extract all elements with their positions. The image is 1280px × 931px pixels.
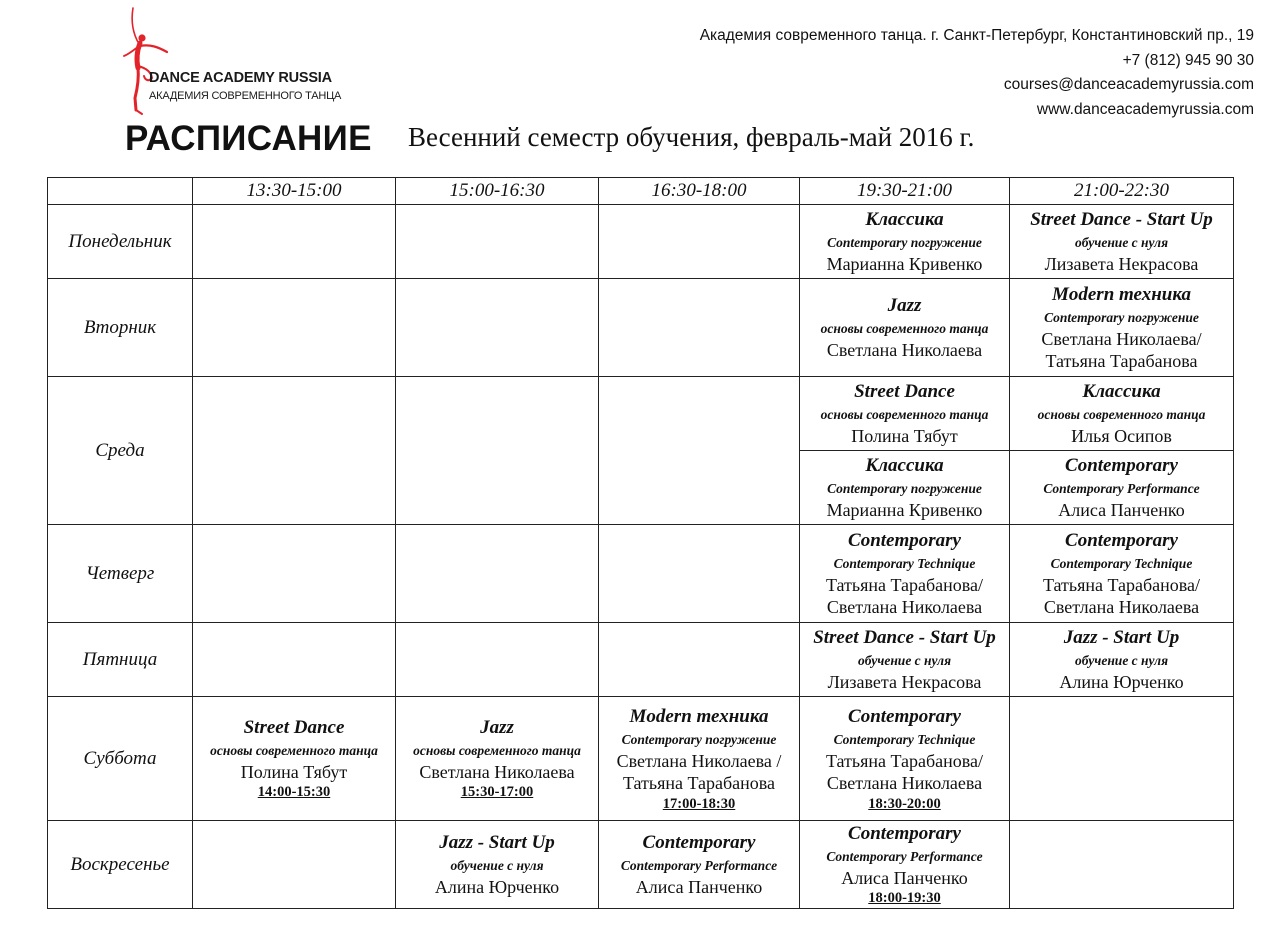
class-level: основы современного танца <box>210 742 378 758</box>
schedule-table <box>47 177 1234 909</box>
empty-slot <box>193 377 396 525</box>
class-cell <box>800 205 1010 279</box>
row-saturday <box>48 697 1234 821</box>
day-label: Четверг <box>48 525 193 623</box>
class-teacher: Татьяна Тарабанова <box>1045 351 1198 371</box>
class-level: Contemporary погружение <box>1044 309 1199 325</box>
row-monday <box>48 205 1234 279</box>
class-level: Contemporary погружение <box>621 731 777 747</box>
class-title: Contemporary <box>848 705 961 727</box>
day-label: Вторник <box>48 279 193 377</box>
class-level: основы современного танца <box>820 320 989 336</box>
class-teacher: Полина Тябут <box>240 761 348 782</box>
class-teacher: Лизавета Некрасова <box>827 671 982 692</box>
time-header: 21:00-22:30 <box>1010 178 1234 205</box>
empty-slot <box>1010 697 1234 821</box>
class-teacher: Марианна Кривенко <box>826 499 983 520</box>
class-cell <box>800 451 1010 525</box>
class-level: Contemporary Technique <box>833 731 976 747</box>
class-cell <box>1010 525 1234 623</box>
class-title: Street Dance <box>854 380 955 402</box>
email-link[interactable]: courses@danceacademyrussia.com <box>1003 76 1254 93</box>
class-cell <box>800 377 1010 451</box>
page-subtitle: Весенний семестр обучения, февраль-май 2016 г. <box>408 122 975 152</box>
empty-slot <box>396 525 599 623</box>
address: Академия современного танца. г. Санкт-Петербург, Константиновский пр., 19 <box>699 27 1254 44</box>
class-level: основы современного танца <box>820 406 989 422</box>
class-title: Contemporary <box>642 831 756 853</box>
class-teacher: Полина Тябут <box>851 425 958 446</box>
class-title: Jazz <box>480 716 514 738</box>
class-level: Contemporary погружение <box>827 480 982 496</box>
class-level: Contemporary Technique <box>833 555 976 571</box>
class-teacher: Татьяна Тарабанова/ <box>825 574 984 595</box>
row-sunday <box>48 821 1234 909</box>
class-time: 18:30-20:00 <box>868 795 941 812</box>
class-title: Contemporary <box>1065 529 1178 551</box>
class-cell <box>396 821 599 909</box>
logo-subtitle: АКАДЕМИЯ СОВРЕМЕННОГО ТАНЦА <box>149 90 342 102</box>
phone: +7 (812) 945 90 30 <box>1122 51 1254 69</box>
class-teacher: Светлана Николаева <box>826 773 983 793</box>
class-teacher: Светлана Николаева <box>1043 597 1200 617</box>
corner-cell <box>48 178 193 205</box>
class-teacher: Светлана Николаева <box>826 339 983 360</box>
website-link[interactable]: www.danceacademyrussia.com <box>1036 100 1254 118</box>
class-level: обучение с нуля <box>1074 652 1169 668</box>
empty-slot <box>599 623 800 697</box>
class-level: Contemporary Performance <box>1043 480 1200 496</box>
empty-slot <box>1010 821 1234 909</box>
class-time: 18:00-19:30 <box>868 890 941 907</box>
empty-slot <box>193 821 396 909</box>
class-teacher: Алина Юрченко <box>1059 671 1184 692</box>
class-teacher: Илья Осипов <box>1071 425 1172 446</box>
empty-slot <box>193 279 396 377</box>
day-label: Пятница <box>48 623 193 697</box>
class-cell <box>800 623 1010 697</box>
class-title: Street Dance <box>243 716 345 738</box>
time-header: 15:00-16:30 <box>396 178 599 205</box>
class-cell <box>599 821 800 909</box>
class-cell <box>1010 205 1234 279</box>
empty-slot <box>599 205 800 279</box>
class-title: Jazz <box>887 294 922 316</box>
class-title: Классика <box>865 454 944 476</box>
class-cell <box>193 697 396 821</box>
class-cell <box>1010 451 1234 525</box>
empty-slot <box>193 623 396 697</box>
class-teacher: Татьяна Тарабанова/ <box>825 750 984 771</box>
empty-slot <box>396 377 599 525</box>
class-cell <box>396 697 599 821</box>
empty-slot <box>193 525 396 623</box>
empty-slot <box>599 377 800 525</box>
class-title: Jazz - Start Up <box>1063 626 1180 648</box>
time-header: 19:30-21:00 <box>800 178 1010 205</box>
contacts-block <box>700 24 1254 122</box>
logo-name: DANCE ACADEMY RUSSIA <box>149 70 332 86</box>
class-cell <box>800 821 1010 909</box>
class-level: основы современного танца <box>413 742 581 758</box>
class-level: обучение с нуля <box>450 857 544 873</box>
class-title: Классика <box>1082 380 1161 402</box>
class-teacher: Светлана Николаева / <box>616 750 782 771</box>
class-cell <box>800 525 1010 623</box>
row-tuesday <box>48 279 1234 377</box>
academy-logo <box>118 6 342 116</box>
class-teacher: Алиса Панченко <box>635 876 763 897</box>
class-title: Contemporary <box>848 822 961 844</box>
class-time: 17:00-18:30 <box>662 795 736 812</box>
class-teacher: Марианна Кривенко <box>826 253 983 274</box>
class-level: Contemporary Performance <box>826 848 983 864</box>
empty-slot <box>396 205 599 279</box>
class-time: 15:30-17:00 <box>460 784 534 801</box>
class-cell <box>1010 377 1234 451</box>
class-cell <box>800 697 1010 821</box>
time-header: 13:30-15:00 <box>193 178 396 205</box>
class-cell <box>599 697 800 821</box>
empty-slot <box>599 525 800 623</box>
page-title: РАСПИСАНИЕ <box>125 119 372 158</box>
class-cell <box>800 279 1010 377</box>
class-time: 14:00-15:30 <box>257 784 331 801</box>
class-title: Классика <box>865 208 944 230</box>
time-header: 16:30-18:00 <box>599 178 800 205</box>
class-cell <box>1010 279 1234 377</box>
class-teacher: Татьяна Тарабанова/ <box>1042 574 1201 595</box>
day-label: Среда <box>48 377 193 525</box>
class-teacher: Алиса Панченко <box>841 867 968 888</box>
class-title: Contemporary <box>1065 454 1178 476</box>
empty-slot <box>193 205 396 279</box>
day-label: Воскресенье <box>48 821 193 909</box>
class-title: Street Dance - Start Up <box>813 626 996 648</box>
class-teacher: Лизавета Некрасова <box>1044 253 1199 274</box>
class-level: основы современного танца <box>1037 406 1206 422</box>
empty-slot <box>396 623 599 697</box>
class-teacher: Алина Юрченко <box>434 876 560 897</box>
class-title: Street Dance - Start Up <box>1030 208 1213 230</box>
class-teacher: Светлана Николаева <box>826 597 983 617</box>
class-title: Modern техника <box>1051 283 1192 305</box>
class-title: Jazz - Start Up <box>439 831 555 853</box>
class-teacher: Светлана Николаева/ <box>1041 328 1202 349</box>
class-level: Contemporary Technique <box>1050 555 1193 571</box>
empty-slot <box>396 279 599 377</box>
row-friday <box>48 623 1234 697</box>
class-level: Contemporary Performance <box>620 857 778 873</box>
class-level: обучение с нуля <box>857 652 952 668</box>
class-title: Modern техника <box>629 705 769 727</box>
class-cell <box>1010 623 1234 697</box>
empty-slot <box>599 279 800 377</box>
day-label: Понедельник <box>48 205 193 279</box>
row-thursday <box>48 525 1234 623</box>
row-wednesday <box>48 377 1234 451</box>
class-teacher: Татьяна Тарабанова <box>622 773 776 793</box>
class-teacher: Светлана Николаева <box>419 761 575 782</box>
class-title: Contemporary <box>848 529 961 551</box>
class-level: Contemporary погружение <box>827 234 982 250</box>
class-teacher: Алиса Панченко <box>1058 499 1185 520</box>
day-label: Суббота <box>48 697 193 821</box>
header-row <box>48 178 1234 205</box>
class-level: обучение с нуля <box>1074 234 1169 250</box>
